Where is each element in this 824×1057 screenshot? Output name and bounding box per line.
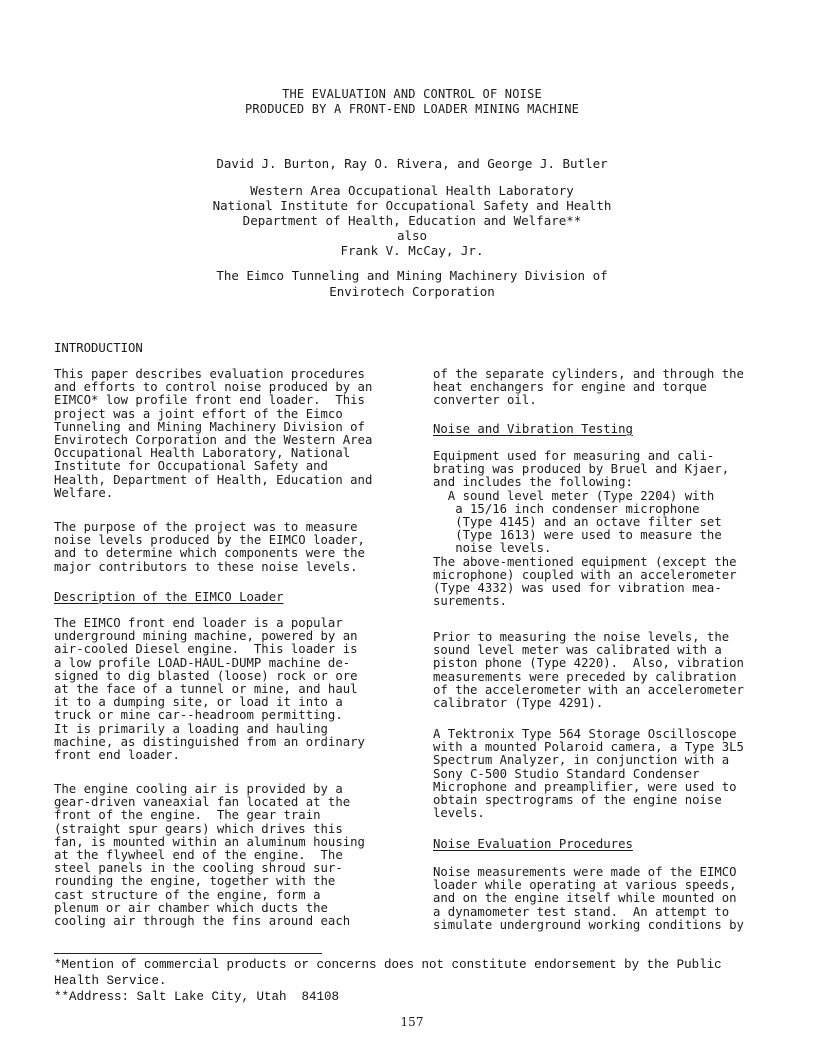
affiliation2-line-1: The Eimco Tunneling and Mining Machinery Division of [216,268,608,283]
section-heading-description: Description of the EIMCO Loader [54,590,284,604]
description-paragraph-1: The EIMCO front end loader is a popular underground mining machine, powered by an air-cooled Diesel engine. This loader is a low profile LOAD-HAUL-DUMP machine de- signed to dig blasted (loose) rock or ore at the face of a tunnel or mine, and haul it to a dumping site, or load it into a truck or mine car--headroom permitting. It is primarily a loading and hauling machine, as distinguished from an ordinary front end loader. [54,616,365,763]
intro-paragraph-2: The purpose of the project was to measure noise levels produced by the EIMCO loader, and to determine which components were the major contributors to these noise levels. [54,520,365,574]
affiliation-block-2 [0,268,824,300]
continued-paragraph: of the separate cylinders, and through the heat enchangers for engine and torque converter oil. [433,367,744,408]
affiliation2-line-2: Envirotech Corporation [329,284,495,299]
affiliation-also: also [396,228,428,243]
title-line-2: PRODUCED BY A FRONT-END LOADER MINING MACHINE [244,102,580,116]
affiliation-block [0,183,824,258]
footnote-rule [54,953,322,954]
section-heading-noise-evaluation: Noise Evaluation Procedures [433,837,633,851]
footnote-commercial: *Mention of commercial products or concerns does not constitute endorsement by the Public [54,958,722,972]
section-heading-noise-vibration: Noise and Vibration Testing [433,422,633,436]
affiliation-line-3: Department of Health, Education and Welfare** [242,213,582,228]
footnote-address: **Address: Salt Lake City, Utah 84108 [54,990,340,1004]
page-number: 157 [400,1015,424,1029]
footnote-commercial-cont: Health Service. [54,974,167,988]
author-list: David J. Burton, Ray O. Rivera, and George J. Butler [216,156,608,171]
affiliation-line-1: Western Area Occupational Health Laboratory [250,183,574,198]
oscilloscope-paragraph: A Tektronix Type 564 Storage Oscilloscope with a mounted Polaroid camera, a Type 3L5 Spectrum Analyzer, in conjunction with a Sony C-500 Studio Standard Condenser Microphone and preamplifier, were used to obtain spectrograms of the engine noise levels. [433,727,744,821]
evaluation-paragraph: Noise measurements were made of the EIMCO loader while operating at various speeds, and on the engine itself while mounted on a dynamometer test stand. An attempt to simulate underground working conditions by [433,865,744,932]
equipment-paragraph: Equipment used for measuring and cali- brating was produced by Bruel and Kjaer, and includes the following: A sound level meter (Type 2204) with a 15/16 inch condenser microphone (Type 4145) and an octave filter set (Type 1613) were used to measure the noise levels. The above-mentioned equipment (except the microphone) coupled with an accelerometer (Type 4332) was used for vibration mea- surements. [433,449,737,609]
description-paragraph-2: The engine cooling air is provided by a gear-driven vaneaxial fan located at the front of the engine. The gear train (straight spur gears) which drives this fan, is mounted within an aluminum housing at the flywheel end of the engine. The steel panels in the cooling shroud sur- rounding the engine, together with the cast structure of the engine, form a plenum or air chamber which ducts the cooling air through the fins around each [54,782,365,929]
paper-title [0,87,824,117]
title-line-1: THE EVALUATION AND CONTROL OF NOISE [282,87,542,101]
affiliation-coauthor: Frank V. McCay, Jr. [340,243,484,258]
intro-paragraph-1: This paper describes evaluation procedures and efforts to control noise produced by an EIMCO* low profile front end loader. This project was a joint effort of the Eimco Tunneling and Mining Machinery Division of Envirotech Corporation and the Western Area Occupational Health Laboratory, National Institute for Occupational Safety and Health, Department of Health, Education and Welfare. [54,367,373,500]
affiliation-line-2: National Institute for Occupational Safety and Health [212,198,612,213]
calibration-paragraph: Prior to measuring the noise levels, the sound level meter was calibrated with a piston phone (Type 4220). Also, vibration measurements were preceded by calibration of the accelerometer with an accelerometer calibrator (Type 4291). [433,630,744,711]
section-heading-introduction: INTRODUCTION [54,341,143,355]
